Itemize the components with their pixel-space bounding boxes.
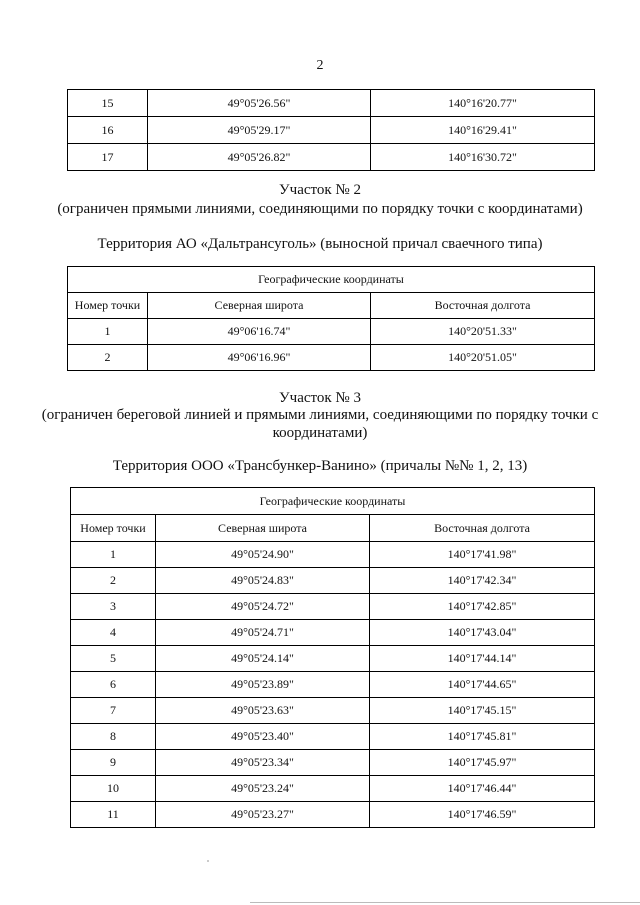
longitude-cell: 140°16'30.72"	[371, 144, 595, 171]
table-row	[71, 594, 595, 620]
point-number-cell: 11	[71, 802, 156, 828]
table-row	[68, 117, 595, 144]
table-row	[71, 698, 595, 724]
table-row	[71, 750, 595, 776]
coordinates-table-continued	[67, 89, 595, 171]
longitude-cell: 140°17'42.34"	[370, 568, 595, 594]
latitude-cell: 49°06'16.74"	[148, 319, 371, 345]
latitude-cell: 49°05'23.27"	[156, 802, 370, 828]
point-number-cell: 10	[71, 776, 156, 802]
point-number-cell: 8	[71, 724, 156, 750]
table-row	[68, 345, 595, 371]
section-3-territory: Территория ООО «Трансбункер-Ванино» (причалы №№ 1, 2, 13)	[112, 458, 528, 474]
point-number-cell: 2	[71, 568, 156, 594]
table-row	[71, 646, 595, 672]
point-number-cell: 1	[71, 542, 156, 568]
longitude-cell: 140°20'51.33"	[371, 319, 595, 345]
column-header-longitude: Восточная долгота	[371, 293, 595, 319]
table-row	[71, 802, 595, 828]
scan-artifact-line	[250, 902, 640, 903]
table-body	[68, 319, 595, 371]
point-number-cell: 16	[68, 117, 148, 144]
point-number-cell: 6	[71, 672, 156, 698]
longitude-cell: 140°17'42.85"	[370, 594, 595, 620]
latitude-cell: 49°06'16.96"	[148, 345, 371, 371]
latitude-cell: 49°05'24.90"	[156, 542, 370, 568]
table-body	[71, 542, 595, 828]
longitude-cell: 140°17'46.59"	[370, 802, 595, 828]
section-2-territory: Территория АО «Дальтрансуголь» (выносной причал свaечного типа)	[97, 236, 543, 252]
table-row	[71, 776, 595, 802]
table-row	[71, 672, 595, 698]
section-2-coordinates-table	[67, 266, 595, 371]
point-number-cell: 1	[68, 319, 148, 345]
latitude-cell: 49°05'24.72"	[156, 594, 370, 620]
section-3-description: (ограничен береговой линией и прямыми линиями, соединяющими по порядку точки с координатами)	[41, 407, 599, 441]
section-3-coordinates-table	[70, 487, 595, 828]
longitude-cell: 140°17'44.65"	[370, 672, 595, 698]
column-header-latitude: Северная широта	[156, 515, 370, 542]
longitude-cell: 140°17'41.98"	[370, 542, 595, 568]
group-header: Географические координаты	[68, 267, 595, 293]
table-row	[71, 542, 595, 568]
latitude-cell: 49°05'26.82"	[148, 144, 371, 171]
longitude-cell: 140°17'45.97"	[370, 750, 595, 776]
latitude-cell: 49°05'24.14"	[156, 646, 370, 672]
section-2-title: Участок № 2	[279, 182, 361, 198]
point-number-cell: 7	[71, 698, 156, 724]
point-number-cell: 17	[68, 144, 148, 171]
longitude-cell: 140°17'45.15"	[370, 698, 595, 724]
page-number: 2	[316, 58, 324, 73]
latitude-cell: 49°05'23.89"	[156, 672, 370, 698]
latitude-cell: 49°05'23.63"	[156, 698, 370, 724]
point-number-cell: 5	[71, 646, 156, 672]
table-row	[71, 620, 595, 646]
scan-speck	[207, 860, 209, 862]
longitude-cell: 140°17'45.81"	[370, 724, 595, 750]
table-body	[68, 90, 595, 171]
latitude-cell: 49°05'23.34"	[156, 750, 370, 776]
table-row	[71, 568, 595, 594]
table-row	[68, 90, 595, 117]
group-header: Географические координаты	[71, 488, 595, 515]
point-number-cell: 3	[71, 594, 156, 620]
column-header-longitude: Восточная долгота	[370, 515, 595, 542]
point-number-cell: 2	[68, 345, 148, 371]
point-number-cell: 9	[71, 750, 156, 776]
longitude-cell: 140°17'46.44"	[370, 776, 595, 802]
table-row	[68, 319, 595, 345]
column-header-latitude: Северная широта	[148, 293, 371, 319]
longitude-cell: 140°20'51.05"	[371, 345, 595, 371]
point-number-cell: 4	[71, 620, 156, 646]
latitude-cell: 49°05'23.40"	[156, 724, 370, 750]
point-number-cell: 15	[68, 90, 148, 117]
column-header-point: Номер точки	[68, 293, 148, 319]
section-3-title: Участок № 3	[279, 390, 361, 406]
longitude-cell: 140°17'44.14"	[370, 646, 595, 672]
longitude-cell: 140°17'43.04"	[370, 620, 595, 646]
latitude-cell: 49°05'24.83"	[156, 568, 370, 594]
table-row	[68, 144, 595, 171]
longitude-cell: 140°16'29.41"	[371, 117, 595, 144]
table-row	[71, 724, 595, 750]
latitude-cell: 49°05'26.56"	[148, 90, 371, 117]
longitude-cell: 140°16'20.77"	[371, 90, 595, 117]
section-2-description: (ограничен прямыми линиями, соединяющими по порядку точки с координатами)	[57, 201, 583, 217]
latitude-cell: 49°05'23.24"	[156, 776, 370, 802]
latitude-cell: 49°05'24.71"	[156, 620, 370, 646]
column-header-point: Номер точки	[71, 515, 156, 542]
latitude-cell: 49°05'29.17"	[148, 117, 371, 144]
